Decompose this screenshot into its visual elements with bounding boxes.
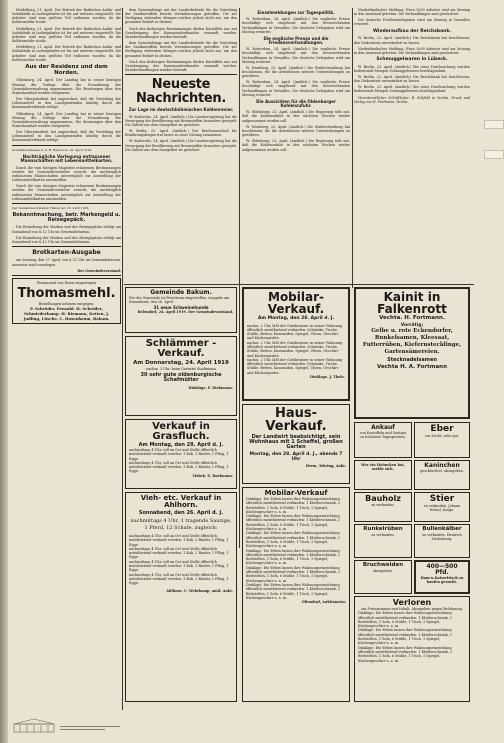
ad-label: Vorrätig:	[400, 322, 424, 328]
article-text: W. Berlin, 23. April. (Amtlich.) Bei einer Durchsuchung wurden bedeutende Mengen Schmuggelwaren beschlagnahmt.	[354, 64, 470, 73]
ad-signature: Oltendorf, Auktionator.	[301, 600, 346, 605]
page-edge-notch	[484, 150, 504, 159]
ad-thomasmehl	[12, 278, 121, 325]
ad-signature: Dinklage. J. Thole.	[310, 375, 345, 380]
notice-signature: Der Gemeindevorstand.	[77, 268, 121, 273]
section-heading: Schmuggelwaren in Lübeck.	[376, 56, 448, 62]
ad-bruchweiden	[354, 560, 412, 594]
ad-text: Dinklage. Die Erben lassen ihre Wohnungseinrichtung öffentlich meistbietend verkaufen: 1 Kleiderschrank, 2 Bettstellen, 1 Sofa, 6 Stühle, 1 Tisch, 1 Spiegel, Küchengeschirr u. a. m.	[358, 611, 453, 629]
ad-text: nachmittags 4 Uhr, soll an Ort und Stelle öffentlich meistbietend verkauft werden: 1 Kuh, 2 Rinder, 1 Pflug, 1 Egge.	[129, 448, 229, 461]
ad-title: Bauholz	[365, 494, 401, 503]
ad-date: Sonnabend, den 26. April d. J.	[138, 510, 224, 516]
ad-runkelrueben	[354, 524, 412, 558]
article-text: Die deutsche Friedensdelegation wird am Montag in Versailles erwartet.	[354, 18, 470, 27]
article-text: W. Berlin, 25. April. (Amtlich.) Der Reichsausschuß für Ernährungsfragen trat heute zu einer Sitzung zusammen.	[125, 129, 237, 138]
ad-title: Haus-Verkauf.	[265, 406, 327, 434]
ad-title: Gemeinde Bakum.	[150, 289, 212, 296]
ad-title: Stier	[429, 494, 455, 504]
ad-stier	[414, 492, 470, 522]
ad-bauholz	[354, 492, 412, 522]
ad-title: Eber	[430, 424, 454, 434]
ad-date: Montag, den 28. April d. J., abends 7 Uhr	[249, 452, 343, 462]
article-text: W. Karlsruhe, 24. April. (Amtlich.) Die Landesregierung hat die Versorgung der Bevölkerung mit Brennstoffen besonders geregelt. Die Zufuhr aus dem Saargebiet ist gesichert.	[125, 139, 237, 152]
ad-signature: Belendorf, 24. April 1919. Der Gemeindevorstand.	[137, 309, 233, 314]
ad-mobilar-verkauf	[242, 287, 350, 401]
ad-text: nachm. 2 Uhr, läßt der Gutsbesitzer in seiner Wohnung öffentlich meistbietend verkaufen: Schränke, Tische, Stühle, Betten, Kommoden, Spiegel, Uhren, Geschirr und Küchengeräte.	[247, 323, 343, 341]
ad-title: Kaninchen	[424, 462, 460, 469]
article-text: W. Rotterdam, 24. April. (Amtlich.) Die englische Presse beschäftigt sich eingehend mit den bevorstehenden Verhandlungen in Versailles. Die deutsche Delegation wird am Montag erwartet.	[242, 47, 350, 64]
ad-text: zur Zucht, sehr gut.	[424, 434, 460, 438]
notice-title: Brotkarten-Ausgabe	[32, 249, 101, 257]
article-text: dem Gemeindetage mit der Landesbehörde für die Verteilung der Saatkartoffeln bereits Vereinbarungen getroffen. Die zur Verfügung stehenden Mengen reichen jedoch nicht aus, um den gesamten Bedarf zu decken.	[125, 8, 237, 25]
article-text: W. Oldenburg, 23. April. (Amtlich.) Die Regierung teilt mit, daß die Kohlenzufuhr in den nächsten Wochen wieder aufgenommen werden soll.	[242, 110, 350, 123]
ad-text: Dinklage. Die Erben lassen ihre Wohnungseinrichtung öffentlich meistbietend verkaufen: 1 Kleiderschrank, 2 Bettstellen, 1 Sofa, 6 Stühle, 1 Tisch, 1 Spiegel, Küchengeschirr u. a. m.	[246, 565, 341, 583]
ad-text: Dinklage. Die Erben lassen ihre Wohnungseinrichtung öffentlich meistbietend verkaufen: 1 Kleiderschrank, 2 Bettstellen, 1 Sofa, 6 Stühle, 1 Tisch, 1 Spiegel, Küchengeschirr u. a. m.	[358, 628, 453, 646]
ad-text: Dinklage. Die Erben lassen ihre Wohnungseinrichtung öffentlich meistbietend verkaufen: 1 Kleiderschrank, 2 Bettstellen, 1 Sofa, 6 Stühle, 1 Tisch, 1 Spiegel, Küchengeschirr u. a. m.	[246, 531, 341, 549]
section-rule	[124, 284, 474, 285]
ad-date: Am Montag, den 28. April d. J.	[257, 316, 335, 321]
ad-date: Am Montag, den 28. April d. J.	[138, 442, 224, 448]
ad-title: Bruchweiden	[362, 562, 404, 568]
binding-gutter	[0, 0, 8, 743]
column-rule	[352, 8, 353, 288]
ad-eber	[414, 422, 470, 458]
article-text: dem Gemeindetage mit der Landesbehörde für die Verteilung der Saatkartoffeln bereits Vereinbarungen getroffen. Die zur Verfügung stehenden Mengen reichen jedoch nicht aus, um den gesamten Bedarf zu decken.	[125, 41, 237, 58]
ad-text: ein Portemonnaie mit Inhalt. Abzugeben gegen Belohnung.	[361, 607, 463, 611]
ad-title: Bullenkälber	[422, 526, 462, 532]
ad-names: P. Schröder, Penzahl. H. Schröder, Schmiederkamp. H. Riemann, Ketten. J. Judling, Lüsche. C. Hosenbaum, Bakum.	[23, 306, 110, 322]
ad-text: Gelbe u. rote Eckendorfer, Runkelsamen, Kleesaat, Futterrüben, Kiefernstecklinge, Gartensämereien.	[362, 328, 462, 355]
ad-text: nachmittags 4 Uhr, soll an Ort und Stelle öffentlich meistbietend verkauft werden: 1 Kuh, 2 Rinder, 1 Pflug, 1 Egge.	[129, 460, 229, 474]
column-1	[12, 8, 121, 710]
section-subheading: Die Aussichten für die Oldenburger Kohlenzufuhr.	[256, 98, 336, 109]
building-stamp-icon	[12, 718, 132, 734]
ad-date: Am Donnerstag, 24. April 1919	[133, 360, 229, 366]
imprint: Verantwortlicher Schriftleiter: B. Eckfeld in Vechta. Druck und Verlag von H. Fortmann, Vechta.	[354, 95, 470, 104]
ad-gemeinde-bakum	[125, 287, 237, 333]
article-text: Niederländischer Meldung. Etwa 3000 Arbeiter sind am Montag in den Ausstand getreten. Die Verhandlungen sind gescheitert.	[354, 46, 470, 55]
ad-text: Bestellungen nehmen entgegen:	[38, 302, 95, 307]
article-text: Heidelberg, 21. April. Der Betrieb der Badischen Anilin- und Sodafabrik in Ludwigshafen ist bis auf weiteres eingestellt. Die Arbeiter sind zum größten Teil entlassen worden, da die Kohlenzufuhr stockt.	[12, 26, 121, 44]
column-rule	[239, 8, 240, 548]
article-text: Nach den bisherigen Bestimmungen dürfen Kartoffeln nur mit Genehmigung des Kommunalverbandes versandt werden. Zuwiderhandlungen werden bestraft.	[125, 26, 237, 39]
notice-title: Bekanntmachung, betr. Markengeld u. Reisegepäck.	[12, 211, 121, 224]
ad-title: Thomasmehl.	[17, 286, 116, 302]
article-text: Nach den bisherigen Bestimmungen dürfen Kartoffeln nur mit Genehmigung des Kommunalverbandes versandt werden. Zuwiderhandlungen werden bestraft.	[125, 59, 237, 73]
article-text: Heidelberg, 21. April. Der Betrieb der Badischen Anilin- und Sodafabrik in Ludwigshafen ist bis auf weiteres eingestellt. Die Arbeiter sind zum größten Teil entlassen worden, da die Kohlenzufuhr stockt.	[12, 8, 121, 25]
article-text: W. Oldenburg, 23. April. (Amtlich.) Die Regierung teilt mit, daß die Kohlenzufuhr in den nächsten Wochen wieder aufgenommen werden soll.	[242, 139, 350, 152]
ad-kaninchen	[414, 460, 470, 490]
ad-title: Mobilar-Verkauf.	[267, 290, 325, 316]
ad-text: geschlachtet, abzugeben.	[420, 469, 464, 473]
article-text: W. Berlin, 23. April. (Amtlich.) Die Reichsbank hat beschlossen, den Diskontsatz unverändert zu lassen.	[354, 75, 470, 84]
ad-text: nachmittags 4 Uhr, soll an Ort und Stelle öffentlich meistbietend verkauft werden: 1 Kuh, 2 Rinder, 1 Pflug, 1 Egge.	[129, 559, 229, 573]
ad-subtitle: 30 sehr gute oldenburgische Schafmütter	[140, 371, 222, 383]
ad-vieh-ahlhorn	[125, 492, 237, 702]
ad-text: nachmittags 4 Uhr, 1 tragende Sauzige, 1 Pferd, 12 Schafe, zugleich:	[130, 518, 232, 531]
article-text: Der Oberpräsident hat angeordnet, daß die Verteilung der Lebensmittel in den Landgemeinden künftig durch die Kommunalverbände erfolgt.	[12, 97, 121, 110]
article-text: W. Karlsruhe, 24. April. (Amtlich.) Die Landesregierung hat die Versorgung der Bevölkerung mit Brennstoffen besonders geregelt. Die Zufuhr aus dem Saargebiet ist gesichert.	[125, 114, 237, 127]
article-text: Oldenburg, 24. April. Der Landtag hat in seiner heutigen Sitzung die Vorlage über die Neuordnung der Gemeindeverwaltung angenommen. Die Beratungen über den Staatshaushalt werden fortgesetzt.	[12, 111, 121, 128]
notice-title: Nachträgliche Verlegung entlassener Mannschaften mit Lebensmittelkarten.	[20, 153, 113, 164]
notice-header: Grundsteuerkasse Z. A. B. Hannover, 16. April 1919.	[12, 147, 93, 152]
ad-title: Mobilar-Verkauf	[264, 489, 328, 497]
article-text: W. Berlin, 23. April. (Amtlich.) Die Reichsbank hat beschlossen, den Diskontsatz unverändert zu lassen.	[354, 36, 470, 45]
page-edge-notch	[484, 120, 504, 129]
column-rule	[122, 8, 123, 710]
ad-bullenkaelber	[414, 524, 470, 558]
notice-text: am Sonntag, den 27. April, von 8–12 Uhr im Gemeindebureau. Ausweise sind vorzulegen.	[12, 258, 121, 267]
ad-text: nachm. 2 Uhr, läßt der Gutsbesitzer in seiner Wohnung öffentlich meistbietend verkaufen: Schränke, Tische, Stühle, Betten, Kommoden, Spiegel, Uhren, Geschirr und Küchengeräte.	[247, 340, 343, 358]
ad-text: Dinklage. Die Erben lassen ihre Wohnungseinrichtung öffentlich meistbietend verkaufen: 1 Kleiderschrank, 2 Bettstellen, 1 Sofa, 6 Stühle, 1 Tisch, 1 Spiegel, Küchengeschirr u. a. m.	[246, 514, 341, 532]
ad-text: Dinklage. Die Erben lassen ihre Wohnungseinrichtung öffentlich meistbietend verkaufen: 1 Kleiderschrank, 2 Bettstellen, 1 Sofa, 6 Stühle, 1 Tisch, 1 Spiegel, Küchengeschirr u. a. m.	[246, 548, 341, 566]
section-heading: Aus der Residenz und dem Norden.	[25, 63, 108, 76]
ad-signature: Visbek. E. Ruelmann.	[192, 473, 233, 478]
ad-title: Schlämmer - Verkauf.	[145, 338, 217, 359]
ad-title: Verloren	[392, 598, 432, 607]
ad-haus-verkauf	[242, 404, 350, 484]
section-subheading: Die englische Presse und die Friedensverhandlungen.	[263, 35, 329, 45]
ad-text: Wer ein Heimchen hat, melde sich.	[361, 463, 405, 472]
ad-subtitle: 31 neue Schweinehunde	[153, 304, 209, 310]
article-text: W. Berlin, 23. April. (Amtlich.) Bei einer Durchsuchung wurden bedeutende Mengen Schmuggelwaren beschlagnahmt.	[354, 85, 470, 94]
ad-text: nachm. 2 Uhr, läßt der Gutsbesitzer in seiner Wohnung öffentlich meistbietend verkaufen: Schränke, Tische, Stühle, Betten, Kommoden, Spiegel, Uhren, Geschirr und Küchengeräte.	[247, 357, 343, 375]
article-text: W. Nürnberg, 23. April. (Amtlich.) Die Stadtverwaltung hat beschlossen, für die Arbeitslosen weitere Unterstützungen zu gewähren.	[242, 124, 350, 138]
library-stamp	[12, 718, 132, 734]
ad-reward	[414, 560, 470, 594]
ad-title: Kainit in Falkenrott	[377, 290, 447, 316]
article-text: Oldenburg, 24. April. Der Landtag hat in seiner heutigen Sitzung die Vorlage über die Neuordnung der Gemeindeverwaltung angenommen. Die Beratungen über den Staatshaushalt werden fortgesetzt.	[12, 78, 121, 95]
ad-title: Verkauf in Grasfluch.	[152, 421, 210, 442]
section-subheading: Zur Lage im deutschböhmischen Kohlenrevier.	[128, 107, 234, 113]
ad-kainit	[354, 287, 470, 419]
section-heading: Einzelmeldungen zur Tagespolitik.	[257, 10, 335, 15]
ad-signature: Herm. Tebring, Aukt.	[305, 464, 346, 468]
ad-text: abzugeben.	[373, 568, 393, 573]
ad-text: zu verkaufen. Johann Weisel, Kroge.	[423, 504, 461, 513]
ad-schlaemmer	[125, 336, 237, 416]
ad-text: Für die Gemeinde ist Petroleum eingetroffen. Ausgabe am Sonnabend, den 26. April.	[129, 296, 230, 305]
article-text: W. Nürnberg, 23. April. (Amtlich.) Die Stadtverwaltung hat beschlossen, für die Arbeitslosen weitere Unterstützungen zu gewähren.	[242, 65, 350, 79]
ad-wer	[354, 460, 412, 490]
ad-text: nachm. 3 Uhr, beim Gastwirt Stadtmann	[146, 366, 216, 371]
ad-text: nachmittags 4 Uhr, soll an Ort und Stelle öffentlich meistbietend verkauft werden: 1 Kuh, 2 Rinder, 1 Pflug, 1 Egge.	[129, 572, 229, 586]
ad-text: zu verkaufen.	[371, 503, 395, 507]
ad-text: Dinklage. Die Erben lassen ihre Wohnungseinrichtung öffentlich meistbietend verkaufen: 1 Kleiderschrank, 2 Bettstellen, 1 Sofa, 6 Stühle, 1 Tisch, 1 Spiegel, Küchengeschirr u. a. m.	[358, 645, 453, 663]
ad-mobilar-verkauf-2	[242, 487, 350, 702]
ad-title: 400—500 Pfd.	[426, 563, 458, 576]
ad-title: Runkelrüben	[363, 526, 403, 532]
ad-verloren	[354, 596, 470, 702]
notice-text: Durch die vom hiesigen Magistrat erlassenen Bestimmungen werden die Gemeindevorsteher ersucht, die nachträglich entlassenen Mannschaften unverzüglich zur Ausstellung der Lebensmittelkarten anzumelden.	[12, 165, 121, 183]
article-text: Heidelberg, 21. April. Der Betrieb der Badischen Anilin- und Sodafabrik in Ludwigshafen ist bis auf weiteres eingestellt. Die Arbeiter sind zum größten Teil entlassen worden, da die Kohlenzufuhr stockt.	[12, 45, 121, 62]
notice-text: Die Einziehung der Marken und des Reisegepäcks erfolgt am Sonnabend von 8–12 Uhr im Gemeindebureau.	[12, 225, 121, 234]
ad-text: Ham-u.Kaiserfrisch zu kaufen gesucht.	[420, 576, 464, 585]
article-text: W. Rotterdam, 24. April. (Amtlich.) Die englische Presse beschäftigt sich eingehend mit den bevorstehenden Verhandlungen in Versailles. Die deutsche Delegation wird am Montag erwartet.	[242, 17, 350, 34]
column-3	[242, 8, 350, 284]
section-heading: Neueste Nachrichten.	[135, 77, 227, 106]
article-text: Der Oberpräsident hat angeordnet, daß die Verteilung der Lebensmittel in den Landgemeinden künftig durch die Kommunalverbände erfolgt.	[12, 130, 121, 143]
ad-text: Dinklage. Die Erben lassen ihre Wohnungseinrichtung öffentlich meistbietend verkaufen: 1 Kleiderschrank, 2 Bettstellen, 1 Sofa, 6 Stühle, 1 Tisch, 1 Spiegel, Küchengeschirr u. a. m.	[246, 582, 341, 600]
notice-header: Der Gemeindevorsteher, Hannover, 16. April 1919.	[12, 205, 90, 210]
ad-grasfluch	[125, 419, 237, 489]
ad-text: zu verkaufen. Heinrich Siedenburg.	[422, 532, 462, 541]
column-4	[354, 8, 470, 284]
article-text: W. Rotterdam, 24. April. (Amtlich.) Die englische Presse beschäftigt sich eingehend mit den bevorstehenden Verhandlungen in Versailles. Die deutsche Delegation wird am Montag erwartet.	[242, 80, 350, 97]
notice-text: Die Einziehung der Marken und des Reisegepäcks erfolgt am Sonnabend von 8–12 Uhr im Gemeindebureau.	[12, 235, 121, 244]
column-2	[125, 8, 237, 284]
ad-title: Vieh- etc. Verkauf in Ahlhorn.	[140, 494, 222, 509]
ad-pretitle: Eintausend von Eisen eingetragen	[36, 280, 97, 285]
ad-subtitle: Vechta. H. Fortmann.	[379, 315, 445, 321]
ad-text: nachmittags 4 Uhr, soll an Ort und Stelle öffentlich meistbietend verkauft werden: 1 Kuh, 2 Rinder, 1 Pflug, 1 Egge.	[129, 534, 229, 547]
ad-signature: Vechta H. A. Fortmann	[376, 364, 447, 370]
ad-signature: Dinklage. F. Diekmann.	[188, 385, 233, 390]
ad-title: Ankauf	[371, 424, 395, 431]
ad-text: nachmittags 4 Uhr, soll an Ort und Stelle öffentlich meistbietend verkauft werden: 1 Kuh, 2 Rinder, 1 Pflug, 1 Egge.	[129, 546, 229, 560]
ad-signature: Ahlhorn. C. Wehrkamp, amtl. Aukt.	[166, 588, 233, 593]
section-heading: Wiederaufbau der Reichsbank.	[372, 28, 452, 34]
notice-text: Durch die vom hiesigen Magistrat erlassenen Bestimmungen werden die Gemeindevorsteher ersucht, die nachträglich entlassenen Mannschaften unverzüglich zur Ausstellung der Lebensmittelkarten anzumelden.	[12, 184, 121, 201]
ad-subtitle: Stecknadelsamen	[387, 357, 437, 363]
ad-ankauf	[354, 422, 412, 458]
article-text: Niederländischer Meldung. Etwa 3000 Arbeiter sind am Montag in den Ausstand getreten. Die Verhandlungen sind gescheitert.	[354, 8, 470, 17]
ad-text: Der Landwirt beabsichtigt, sein Wohnhaus mit 1 Scheffel, großen Garten	[249, 434, 343, 450]
ad-text: von Kartoffeln und Saatgut zu höchsten Tagespreisen.	[359, 431, 407, 440]
ad-text: Dinklage. Die Erben lassen ihre Wohnungseinrichtung öffentlich meistbietend verkaufen: 1 Kleiderschrank, 2 Bettstellen, 1 Sofa, 6 Stühle, 1 Tisch, 1 Spiegel, Küchengeschirr u. a. m.	[246, 497, 341, 514]
ad-text: zu verkaufen.	[371, 532, 395, 537]
